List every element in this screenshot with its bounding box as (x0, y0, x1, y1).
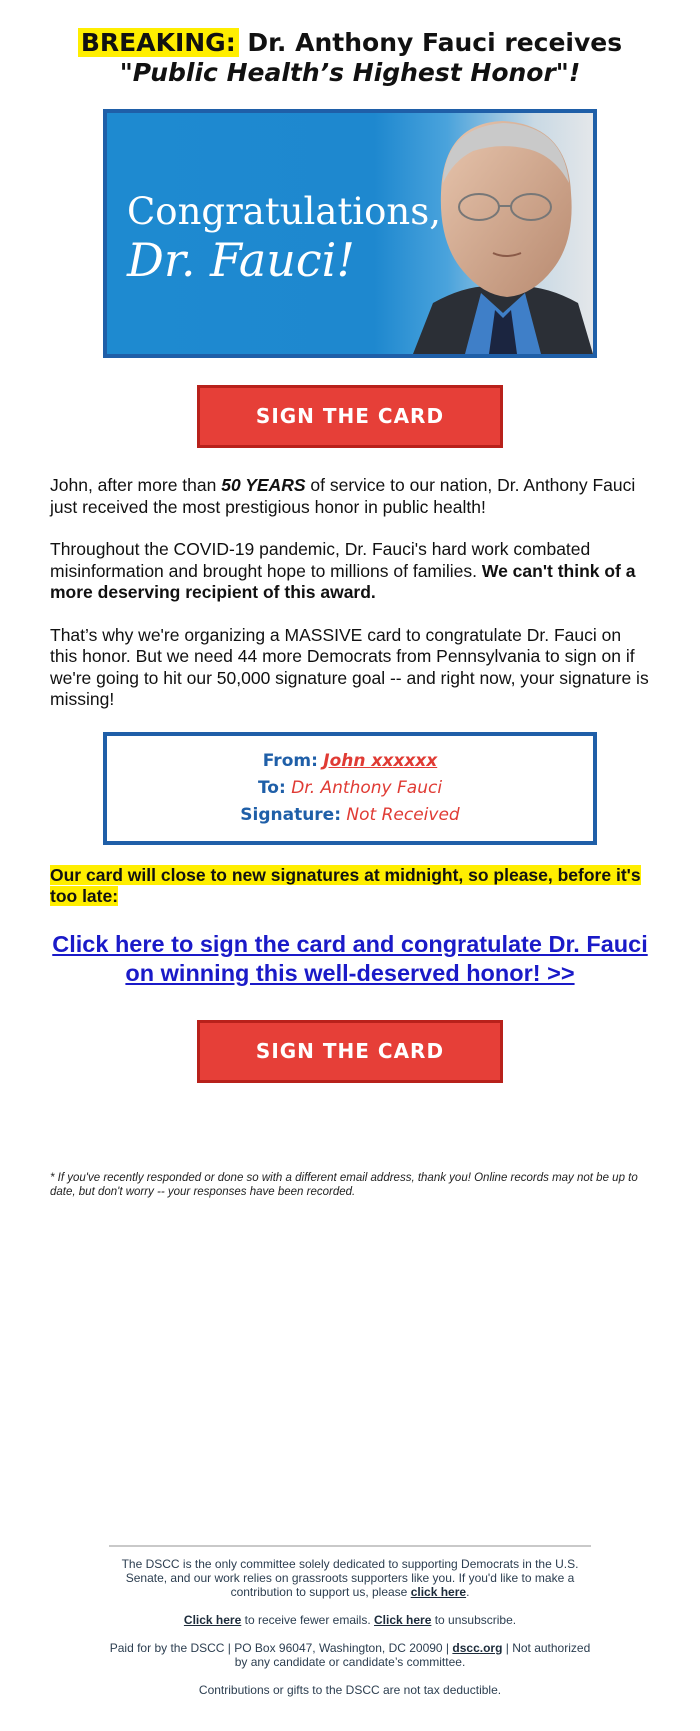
portrait-illustration (403, 113, 593, 354)
to-value: Dr. Anthony Fauci (291, 777, 443, 798)
from-label: From: (262, 750, 318, 771)
signature-status: Not Received (346, 804, 460, 825)
sign-card-link[interactable]: Click here to sign the card and congratulate Dr. Fauci on winning this well-deserved honor! >> (52, 930, 648, 986)
intro-emphasis: 50 YEARS (221, 475, 306, 495)
to-label: To: (257, 777, 286, 798)
unsubscribe-link[interactable]: Click here (374, 1613, 432, 1627)
pandemic-emphasis: We can't think of a more deserving recipient of this award. (50, 560, 636, 602)
card-signature-row (107, 802, 593, 829)
headline-honor: "Public Health’s Highest Honor"! (119, 58, 581, 87)
hero-line-1: Congratulations, (127, 190, 441, 233)
card-to-row (107, 775, 593, 802)
email-body (0, 28, 700, 1199)
signature-label: Signature: (240, 804, 342, 825)
headline-text: Dr. Anthony Fauci receives (238, 28, 623, 57)
contribute-link[interactable]: click here (410, 1585, 467, 1599)
footer-email-prefs (109, 1613, 591, 1627)
card-from-row (107, 748, 593, 775)
body-copy (50, 475, 650, 711)
hero-banner[interactable] (103, 109, 597, 358)
footer (109, 1545, 591, 1711)
dscc-site-link[interactable]: dscc.org (452, 1641, 503, 1655)
footer-about-end: . (466, 1585, 470, 1599)
sign-card-button-bottom[interactable]: SIGN THE CARD (197, 1020, 503, 1083)
signature-card (103, 732, 597, 845)
breaking-tag: BREAKING: (78, 28, 239, 57)
pandemic-text: Throughout the COVID-19 pandemic, Dr. Fauci's hard work combated misinformation and brought hope to millions of families. (50, 539, 591, 581)
footer-tax-note: Contributions or gifts to the DSCC are not tax deductible. (198, 1683, 502, 1697)
disclaimer: * If you've recently responded or done so with a different email address, thank you! Online records may not be up to date, but don't worry -- your responses have been recorded. (50, 1171, 638, 1198)
paragraph-card: That’s why we're organizing a MASSIVE card to congratulate Dr. Fauci on this honor. But we need 44 more Democrats from Pennsylvania to sign on if we're going to hit our 50,000 signature goal -- and right now, your signature is missing! (50, 624, 649, 709)
paid-for-text-end: | Not authorized by any candidate or candidate’s committee. (234, 1641, 591, 1669)
footer-paid-for (109, 1641, 591, 1669)
paragraph-intro (50, 475, 650, 518)
sign-card-button-top[interactable]: SIGN THE CARD (197, 385, 503, 448)
fewer-emails-text: to receive fewer emails. (241, 1613, 374, 1627)
unsubscribe-text: to unsubscribe. (431, 1613, 517, 1627)
paragraph-pandemic (50, 539, 650, 604)
deadline-text: Our card will close to new signatures at midnight, so please, before it's too late: (50, 864, 641, 906)
fewer-emails-link[interactable]: Click here (183, 1613, 242, 1627)
headline (0, 28, 700, 88)
footer-about-text: The DSCC is the only committee solely dedicated to supporting Democrats in the U.S. Senate, and our work relies on grassroots supporters like you. If you'd like to make a contribution to support us, please (121, 1557, 579, 1599)
from-value-link[interactable]: John xxxxxx (323, 750, 438, 771)
hero-text (127, 189, 441, 287)
hero-line-2: Dr. Fauci! (127, 233, 355, 287)
footer-about (109, 1557, 591, 1599)
paid-for-text: Paid for by the DSCC | PO Box 96047, Washington, DC 20090 | (109, 1641, 453, 1655)
intro-text-end: of service to our nation, Dr. Anthony Fauci just received the most prestigious honor in public health! (50, 475, 636, 517)
intro-text: John, after more than (50, 475, 222, 495)
deadline-notice (50, 865, 650, 908)
